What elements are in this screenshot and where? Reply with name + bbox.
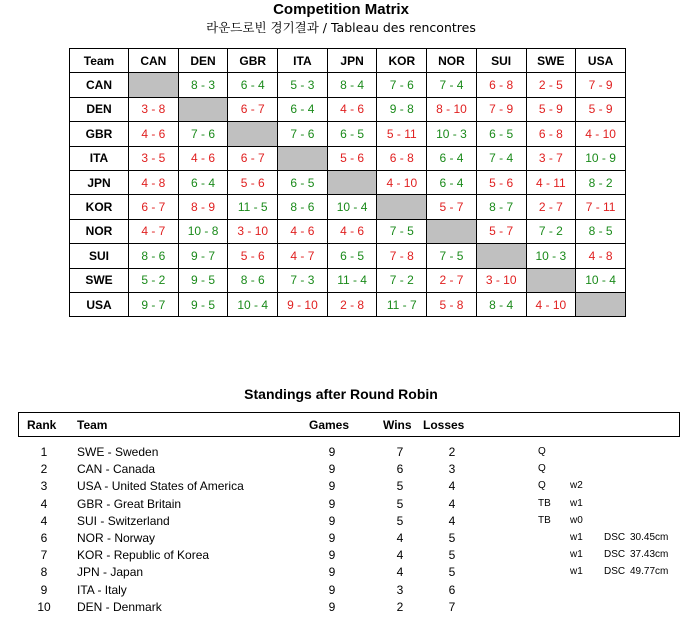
losses-value: 4 [448,479,456,494]
matrix-row [70,97,626,121]
losses-value: 7 [448,599,456,614]
team-full-name: Japan [110,565,144,580]
matrix-col-header: CAN [129,49,179,73]
matrix-score-cell: 10 - 3 [427,122,477,146]
losses-value: 2 [448,445,456,459]
matrix-score-cell: 6 - 4 [228,73,278,97]
matrix-score-cell: 6 - 4 [427,146,477,170]
matrix-score-cell: 4 - 10 [576,122,626,146]
tiebreak-wins: w1 [570,566,583,578]
team-full-name: Sweden [115,445,159,459]
dsc-label: DSC [604,566,626,578]
team-full-name: Republic of Korea [113,548,210,563]
matrix-score-cell: 6 - 7 [129,195,179,219]
team-full-name: Great Britain [113,496,182,511]
matrix-score-cell: 10 - 9 [576,146,626,170]
matrix-score-cell: 9 - 7 [178,244,228,268]
matrix-score-cell: 6 - 4 [278,97,328,121]
team-separator: - [104,445,116,459]
matrix-score-cell: 4 - 6 [327,97,377,121]
games-value: 9 [328,582,336,597]
matrix-score-cell: 5 - 8 [427,292,477,316]
matrix-score-cell: 7 - 2 [377,268,427,292]
matrix-score-cell: 5 - 3 [278,73,328,97]
rank-value: 9 [40,582,48,597]
wins-value: 7 [396,445,404,459]
matrix-row-header: SUI [70,244,129,268]
matrix-score-cell: 5 - 9 [576,97,626,121]
team-name [77,462,155,476]
wins-value: 5 [396,479,404,494]
matrix-score-cell: 4 - 7 [278,244,328,268]
standings-row [0,444,682,461]
matrix-score-cell: 6 - 8 [526,122,576,146]
team-separator: - [101,479,112,494]
matrix-score-cell: 5 - 7 [476,219,526,243]
team-header: Team [77,418,108,432]
team-code: CAN [77,462,103,477]
qualification-flag: Q [538,446,546,457]
standings-row [0,530,682,547]
matrix-score-cell: 8 - 7 [476,195,526,219]
matrix-score-cell: 9 - 5 [178,292,228,316]
matrix-score-cell: 6 - 7 [228,97,278,121]
games-value: 9 [328,479,336,494]
team-code: SWE [77,445,105,459]
matrix-row [70,122,626,146]
matrix-diagonal-cell [377,195,427,219]
standings-row [0,564,682,581]
rank-value: 7 [40,548,48,563]
team-separator: - [103,496,114,511]
losses-value: 5 [448,530,456,545]
matrix-score-cell: 8 - 4 [476,292,526,316]
games-value: 9 [328,462,336,477]
rank-value: 1 [40,445,48,459]
wins-value: 4 [396,548,404,563]
dsc-value: 49.77cm [630,566,669,578]
rank-value: 6 [40,530,48,545]
matrix-score-cell: 3 - 8 [129,97,179,121]
matrix-score-cell: 8 - 6 [129,244,179,268]
rank-value: 3 [40,479,48,494]
matrix-score-cell: 4 - 8 [576,244,626,268]
team-full-name: Canada [113,462,156,477]
matrix-score-cell: 4 - 10 [526,292,576,316]
standings-row [0,461,682,478]
losses-value: 6 [448,582,456,597]
matrix-score-cell: 6 - 5 [476,122,526,146]
dsc-value: 30.45cm [630,531,669,543]
matrix-score-cell: 6 - 4 [427,170,477,194]
team-separator: - [94,582,105,597]
tiebreak-wins: w1 [570,549,583,561]
team-full-name: Denmark [113,599,162,614]
matrix-col-header: GBR [228,49,278,73]
standings-row [0,478,682,495]
matrix-score-cell: 7 - 9 [476,97,526,121]
standings-row [0,582,682,599]
matrix-row [70,146,626,170]
matrix-score-cell: 2 - 7 [427,268,477,292]
matrix-score-cell: 5 - 6 [228,244,278,268]
matrix-score-cell: 7 - 9 [576,73,626,97]
matrix-score-cell: 7 - 6 [377,73,427,97]
team-name [77,514,170,528]
dsc-value: 37.43cm [630,549,669,561]
standings-row [0,496,682,513]
team-separator: - [97,513,108,528]
games-value: 9 [328,599,336,614]
matrix-diagonal-cell [178,97,228,121]
matrix-score-cell: 6 - 4 [178,170,228,194]
matrix-score-cell: 7 - 11 [576,195,626,219]
matrix-row-header: GBR [70,122,129,146]
matrix-score-cell: 4 - 6 [129,122,179,146]
matrix-score-cell: 7 - 5 [427,244,477,268]
matrix-score-cell: 5 - 7 [427,195,477,219]
team-code: ITA [77,582,95,597]
matrix-score-cell: 5 - 6 [327,146,377,170]
tiebreak-wins: w1 [570,531,583,543]
games-value: 9 [328,548,336,563]
team-name [77,445,158,459]
matrix-col-header: SUI [476,49,526,73]
matrix-score-cell: 8 - 4 [327,73,377,97]
matrix-score-cell: 7 - 6 [278,122,328,146]
wins-value: 4 [396,530,404,545]
competition-matrix [69,48,626,317]
matrix-row-header: KOR [70,195,129,219]
team-name [77,565,143,579]
matrix-score-cell: 9 - 10 [278,292,328,316]
team-separator: - [102,462,114,477]
matrix-score-cell: 3 - 5 [129,146,179,170]
matrix-diagonal-cell [476,244,526,268]
matrix-row [70,292,626,316]
standings-header [18,412,680,437]
matrix-row-header: JPN [70,170,129,194]
matrix-score-cell: 11 - 5 [228,195,278,219]
matrix-row-header: CAN [70,73,129,97]
wins-value: 4 [396,565,404,580]
rank-value: 10 [37,599,51,614]
matrix-diagonal-cell [576,292,626,316]
matrix-col-header: USA [576,49,626,73]
team-separator: - [102,599,114,614]
losses-value: 5 [448,548,456,563]
matrix-diagonal-cell [129,73,179,97]
standings-row [0,547,682,564]
losses-value: 4 [448,496,456,511]
matrix-col-header: NOR [427,49,477,73]
matrix-row-header: DEN [70,97,129,121]
matrix-col-header: KOR [377,49,427,73]
matrix-header-row [70,49,626,73]
matrix-score-cell: 9 - 8 [377,97,427,121]
matrix-score-cell: 8 - 6 [228,268,278,292]
matrix-score-cell: 3 - 7 [526,146,576,170]
matrix-score-cell: 8 - 2 [576,170,626,194]
matrix-row [70,244,626,268]
losses-value: 4 [448,513,456,528]
matrix-diagonal-cell [526,268,576,292]
matrix-score-cell: 9 - 5 [178,268,228,292]
qualification-flag: TB [538,497,551,509]
matrix-row [70,195,626,219]
matrix-score-cell: 6 - 7 [228,146,278,170]
matrix-score-cell: 3 - 10 [476,268,526,292]
matrix-row-header: SWE [70,268,129,292]
games-value: 9 [328,513,336,528]
tiebreak-wins: w0 [570,514,583,526]
matrix-score-cell: 7 - 8 [377,244,427,268]
matrix-score-cell: 4 - 6 [327,219,377,243]
matrix-score-cell: 4 - 6 [278,219,328,243]
matrix-corner-header: Team [70,49,129,73]
matrix-row [70,170,626,194]
games-header: Games [309,418,350,432]
matrix-score-cell: 6 - 5 [278,170,328,194]
matrix-score-cell: 5 - 2 [129,268,179,292]
rank-header: Rank [27,418,57,432]
matrix-score-cell: 11 - 7 [377,292,427,316]
matrix-score-cell: 4 - 7 [129,219,179,243]
matrix-diagonal-cell [327,170,377,194]
games-value: 9 [328,496,336,511]
matrix-row [70,219,626,243]
matrix-score-cell: 2 - 7 [526,195,576,219]
qualification-flag: TB [538,514,551,526]
matrix-col-header: DEN [178,49,228,73]
matrix-col-header: ITA [278,49,328,73]
matrix-diagonal-cell [228,122,278,146]
page-subtitle: 라운드로빈 경기결과 / Tableau des rencontres [206,20,476,35]
matrix-score-cell: 6 - 8 [377,146,427,170]
matrix-row-header: USA [70,292,129,316]
standings-row [0,513,682,530]
rank-value: 2 [40,462,48,477]
matrix-score-cell: 8 - 3 [178,73,228,97]
games-value: 9 [328,445,336,459]
tiebreak-wins: w2 [570,480,583,492]
matrix-score-cell: 5 - 9 [526,97,576,121]
matrix-score-cell: 7 - 5 [377,219,427,243]
standings-row [0,599,682,616]
team-full-name: United States of America [111,479,244,494]
wins-value: 6 [396,462,404,477]
matrix-score-cell: 2 - 5 [526,73,576,97]
wins-value: 3 [396,582,404,597]
matrix-score-cell: 8 - 5 [576,219,626,243]
dsc-label: DSC [604,531,626,543]
matrix-score-cell: 11 - 4 [327,268,377,292]
matrix-score-cell: 2 - 8 [327,292,377,316]
team-separator: - [103,530,115,545]
page-title: Competition Matrix [273,1,409,18]
games-value: 9 [328,565,336,580]
team-name [77,531,155,545]
team-code: DEN [77,599,103,614]
losses-value: 5 [448,565,456,580]
dsc-label: DSC [604,549,626,561]
matrix-score-cell: 4 - 10 [377,170,427,194]
rank-value: 4 [40,496,48,511]
matrix-score-cell: 8 - 6 [278,195,328,219]
rank-value: 4 [40,513,48,528]
matrix-score-cell: 7 - 2 [526,219,576,243]
matrix-score-cell: 7 - 3 [278,268,328,292]
matrix-score-cell: 10 - 8 [178,219,228,243]
standings-title: Standings after Round Robin [244,386,438,402]
matrix-row-header: NOR [70,219,129,243]
matrix-score-cell: 4 - 8 [129,170,179,194]
matrix-score-cell: 5 - 6 [228,170,278,194]
matrix-row-header: ITA [70,146,129,170]
team-code: NOR [77,530,104,545]
wins-header: Wins [383,418,412,432]
matrix-score-cell: 10 - 3 [526,244,576,268]
team-name [77,548,209,562]
matrix-score-cell: 4 - 11 [526,170,576,194]
matrix-score-cell: 8 - 10 [427,97,477,121]
team-full-name: Norway [114,530,156,545]
standings-list [0,444,682,616]
rank-value: 8 [40,565,48,580]
matrix-row [70,268,626,292]
matrix-score-cell: 5 - 11 [377,122,427,146]
matrix-score-cell: 6 - 5 [327,122,377,146]
team-code: JPN [77,565,100,580]
team-name [77,497,181,511]
wins-value: 2 [396,599,404,614]
matrix-score-cell: 7 - 6 [178,122,228,146]
matrix-score-cell: 8 - 9 [178,195,228,219]
team-separator: - [103,548,114,563]
team-separator: - [99,565,111,580]
matrix-score-cell: 3 - 10 [228,219,278,243]
wins-value: 5 [396,513,404,528]
losses-value: 3 [448,462,456,477]
team-full-name: Italy [104,582,127,597]
team-full-name: Switzerland [107,513,170,528]
tiebreak-wins: w1 [570,497,583,509]
matrix-score-cell: 10 - 4 [228,292,278,316]
matrix-score-cell: 10 - 4 [576,268,626,292]
matrix-score-cell: 6 - 5 [327,244,377,268]
team-code: SUI [77,513,98,528]
matrix-row [70,73,626,97]
matrix-score-cell: 6 - 8 [476,73,526,97]
matrix-score-cell: 4 - 6 [178,146,228,170]
team-name [77,583,127,597]
team-code: GBR [77,496,104,511]
team-name [77,479,244,493]
qualification-flag: Q [538,480,546,492]
games-value: 9 [328,530,336,545]
matrix-diagonal-cell [278,146,328,170]
matrix-score-cell: 7 - 4 [427,73,477,97]
matrix-col-header: JPN [327,49,377,73]
matrix-score-cell: 5 - 6 [476,170,526,194]
team-code: KOR [77,548,104,563]
team-code: USA [77,479,102,494]
team-name [77,600,162,614]
losses-header: Losses [423,418,465,432]
wins-value: 5 [396,496,404,511]
matrix-score-cell: 7 - 4 [476,146,526,170]
matrix-col-header: SWE [526,49,576,73]
matrix-score-cell: 9 - 7 [129,292,179,316]
matrix-score-cell: 10 - 4 [327,195,377,219]
qualification-flag: Q [538,463,546,475]
matrix-diagonal-cell [427,219,477,243]
